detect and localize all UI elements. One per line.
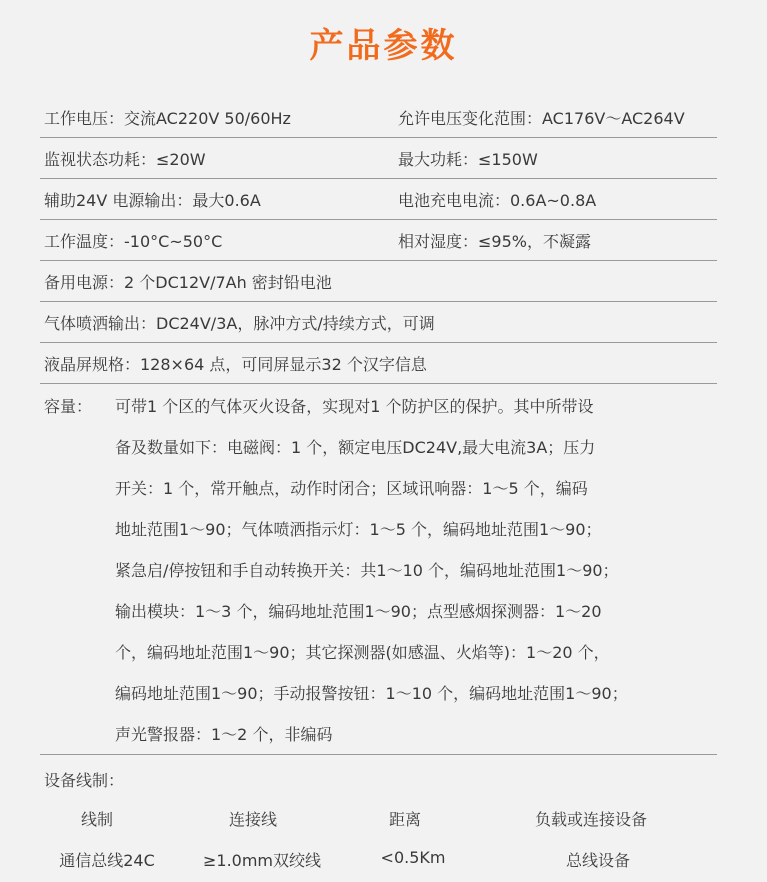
spec-cell: 电池充电电流：0.6A~0.8A [398,190,597,210]
spec-cell: 工作电压：交流AC220V 50/60Hz [44,108,291,128]
spec-cell: 备用电源：2 个DC12V/7Ah 密封铅电池 [44,272,332,292]
wiring-cell: <0.5Km [380,848,446,867]
spec-cell: 气体喷洒输出：DC24V/3A，脉冲方式/持续方式，可调 [44,313,435,333]
spec-cell: 最大功耗：≤150W [398,149,538,169]
spec-cell: 辅助24V 电源输出：最大0.6A [44,190,261,210]
wiring-cell: ≥1.0mm双绞线 [202,851,322,870]
capacity-label: 容量： [44,397,93,416]
spec-cell: 工作温度：-10°C~50°C [44,231,223,251]
wiring-header: 负载或连接设备 [534,810,648,829]
capacity-line: 输出模块：1～3 个，编码地址范围1～90；点型感烟探测器：1～20 [115,602,602,621]
wiring-header: 连接线 [228,810,278,829]
capacity-line: 开关：1 个，常开触点，动作时闭合；区域讯响器：1～5 个，编码 [115,479,588,498]
spec-row [40,179,717,220]
wiring-header: 距离 [388,810,422,829]
spec-row [40,343,717,384]
spec-cell: 监视状态功耗：≤20W [44,149,206,169]
spec-cell: 允许电压变化范围：AC176V～AC264V [398,108,685,128]
wiring-row [0,848,767,872]
page-title: 产品参数 [309,26,458,66]
capacity-line: 地址范围1～90；气体喷洒指示灯：1～5 个，编码地址范围1～90； [115,520,602,539]
spec-row [40,302,717,343]
capacity-line: 紧急启/停按钮和手自动转换开关：共1～10 个，编码地址范围1～90； [115,561,619,580]
spec-table [40,97,717,755]
capacity-line: 编码地址范围1～90；手动报警按钮：1～10 个，编码地址范围1～90； [115,684,628,703]
capacity-section [40,384,717,755]
spec-row [40,261,717,302]
spec-row [40,220,717,261]
wiring-header-row [0,807,767,831]
spec-row [40,138,717,179]
wiring-title: 设备线制： [44,771,125,790]
spec-row [40,97,717,138]
capacity-line: 个，编码地址范围1～90；其它探测器(如感温、火焰等)：1～20 个， [115,643,610,662]
wiring-cell: 总线设备 [565,851,631,870]
spec-cell: 液晶屏规格：128×64 点，可同屏显示32 个汉字信息 [44,354,427,374]
capacity-line: 声光警报器：1～2 个，非编码 [115,725,333,744]
wiring-cell: 通信总线24C [59,851,155,870]
spec-cell: 相对湿度：≤95%，不凝露 [398,231,591,251]
capacity-line: 可带1 个区的气体灭火设备，实现对1 个防护区的保护。其中所带设 [115,397,594,416]
capacity-line: 备及数量如下：电磁阀：1 个，额定电压DC24V,最大电流3A；压力 [115,438,596,457]
wiring-header: 线制 [80,810,114,829]
